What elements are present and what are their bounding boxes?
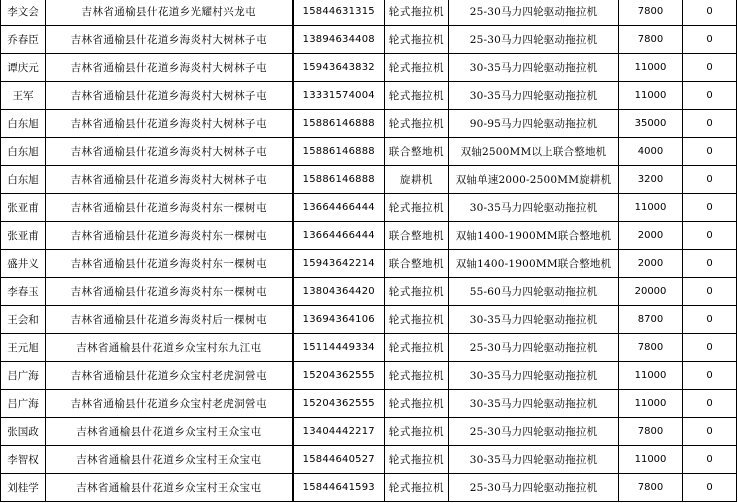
phone-cell[interactable]: 15204362555 — [293, 362, 385, 390]
price-cell[interactable]: 2000 — [619, 222, 683, 250]
phone-cell[interactable]: 13404442217 — [293, 418, 385, 446]
address-cell[interactable]: 吉林省通榆县什花道乡众宝村王众宝屯 — [46, 418, 293, 446]
address-cell[interactable]: 吉林省通榆县什花道乡众宝村王众宝屯 — [46, 446, 293, 474]
table-row — [1, 26, 737, 54]
machine-type-cell[interactable]: 轮式拖拉机 — [385, 0, 449, 26]
machine-spec-cell[interactable]: 90-95马力四轮驱动拖拉机 — [449, 110, 619, 138]
address-cell[interactable]: 吉林省通榆县什花道乡众宝村东九江屯 — [46, 334, 293, 362]
price-cell[interactable]: 20000 — [619, 278, 683, 306]
machine-spec-cell[interactable]: 30-35马力四轮驱动拖拉机 — [449, 362, 619, 390]
price-cell[interactable]: 11000 — [619, 194, 683, 222]
phone-cell[interactable]: 15943642214 — [293, 250, 385, 278]
machine-spec-cell[interactable]: 双轴1400-1900MM联合整地机 — [449, 250, 619, 278]
farmer-name-cell[interactable]: 张国政 — [1, 418, 46, 446]
farmer-name-cell[interactable]: 白东旭 — [1, 166, 46, 194]
address-cell[interactable]: 吉林省通榆县什花道乡海炎村大树林子屯 — [46, 26, 293, 54]
phone-cell[interactable]: 15844631315 — [293, 0, 385, 26]
farmer-name-cell[interactable]: 谭庆元 — [1, 54, 46, 82]
price-cell[interactable]: 7800 — [619, 418, 683, 446]
machine-spec-cell[interactable]: 30-35马力四轮驱动拖拉机 — [449, 390, 619, 418]
subsidy-cell[interactable]: 0 — [683, 222, 737, 250]
table-row — [1, 474, 737, 502]
subsidy-cell[interactable]: 0 — [683, 362, 737, 390]
machine-spec-cell[interactable]: 30-35马力四轮驱动拖拉机 — [449, 194, 619, 222]
price-cell[interactable]: 11000 — [619, 82, 683, 110]
phone-cell[interactable]: 15886146888 — [293, 110, 385, 138]
machine-type-cell[interactable]: 轮式拖拉机 — [385, 110, 449, 138]
farmer-name-cell[interactable]: 张亚甫 — [1, 222, 46, 250]
farmer-name-cell[interactable]: 李智权 — [1, 446, 46, 474]
machine-spec-cell[interactable]: 30-35马力四轮驱动拖拉机 — [449, 82, 619, 110]
subsidy-cell[interactable]: 0 — [683, 474, 737, 502]
subsidy-cell[interactable]: 0 — [683, 390, 737, 418]
machine-spec-cell[interactable]: 25-30马力四轮驱动拖拉机 — [449, 26, 619, 54]
subsidy-cell[interactable]: 0 — [683, 0, 737, 26]
farmer-name-cell[interactable]: 李文会 — [1, 0, 46, 26]
machine-spec-cell[interactable]: 双轴单速2000-2500MM旋耕机 — [449, 166, 619, 194]
machine-type-cell[interactable]: 轮式拖拉机 — [385, 194, 449, 222]
phone-cell[interactable]: 15204362555 — [293, 390, 385, 418]
machine-spec-cell[interactable]: 30-35马力四轮驱动拖拉机 — [449, 54, 619, 82]
machine-type-cell[interactable]: 轮式拖拉机 — [385, 446, 449, 474]
machine-spec-cell[interactable]: 55-60马力四轮驱动拖拉机 — [449, 278, 619, 306]
address-cell[interactable]: 吉林省通榆县什花道乡海炎村大树林子屯 — [46, 110, 293, 138]
price-cell[interactable]: 35000 — [619, 110, 683, 138]
machine-spec-cell[interactable]: 25-30马力四轮驱动拖拉机 — [449, 474, 619, 502]
price-cell[interactable]: 8700 — [619, 306, 683, 334]
farmer-name-cell[interactable]: 白东旭 — [1, 138, 46, 166]
subsidy-cell[interactable]: 0 — [683, 138, 737, 166]
machine-spec-cell[interactable]: 25-30马力四轮驱动拖拉机 — [449, 334, 619, 362]
address-cell[interactable]: 吉林省通榆县什花道乡海炎村大树林子屯 — [46, 82, 293, 110]
machine-type-cell[interactable]: 轮式拖拉机 — [385, 474, 449, 502]
table-row — [1, 446, 737, 474]
farmer-name-cell[interactable]: 王军 — [1, 82, 46, 110]
address-cell[interactable]: 吉林省通榆县什花道乡众宝村老虎洞營屯 — [46, 362, 293, 390]
farmer-name-cell[interactable]: 乔春臣 — [1, 26, 46, 54]
phone-cell[interactable]: 13664466444 — [293, 194, 385, 222]
table-row — [1, 334, 737, 362]
phone-cell[interactable]: 13894634408 — [293, 26, 385, 54]
phone-cell[interactable]: 15886146888 — [293, 166, 385, 194]
subsidy-cell[interactable]: 0 — [683, 250, 737, 278]
machine-spec-cell[interactable]: 双轴2500MM以上联合整地机 — [449, 138, 619, 166]
machine-type-cell[interactable]: 轮式拖拉机 — [385, 362, 449, 390]
price-cell[interactable]: 3200 — [619, 166, 683, 194]
phone-cell[interactable]: 15844640527 — [293, 446, 385, 474]
address-cell[interactable]: 吉林省通榆县什花道乡海炎村后一棵树屯 — [46, 306, 293, 334]
phone-cell[interactable]: 13804364420 — [293, 278, 385, 306]
price-cell[interactable]: 4000 — [619, 138, 683, 166]
subsidy-cell[interactable]: 0 — [683, 306, 737, 334]
farmer-name-cell[interactable]: 张亚甫 — [1, 194, 46, 222]
price-cell[interactable]: 11000 — [619, 362, 683, 390]
machine-type-cell[interactable]: 轮式拖拉机 — [385, 306, 449, 334]
phone-cell[interactable]: 15943643832 — [293, 54, 385, 82]
address-cell[interactable]: 吉林省通榆县什花道乡海炎村东一棵树屯 — [46, 222, 293, 250]
machine-type-cell[interactable]: 联合整地机 — [385, 250, 449, 278]
machine-spec-cell[interactable]: 25-30马力四轮驱动拖拉机 — [449, 0, 619, 26]
table-row — [1, 138, 737, 166]
phone-cell[interactable]: 15844641593 — [293, 474, 385, 502]
table-row — [1, 0, 737, 26]
table-row — [1, 390, 737, 418]
price-cell[interactable]: 7800 — [619, 334, 683, 362]
address-cell[interactable]: 吉林省通榆县什花道乡海炎村大树林子屯 — [46, 54, 293, 82]
address-cell[interactable]: 吉林省通榆县什花道乡众宝村王众宝屯 — [46, 474, 293, 502]
address-cell[interactable]: 吉林省通榆县什花道乡海炎村大树林子屯 — [46, 138, 293, 166]
table-body — [1, 0, 737, 502]
subsidy-cell[interactable]: 0 — [683, 334, 737, 362]
table-row — [1, 194, 737, 222]
machine-type-cell[interactable]: 轮式拖拉机 — [385, 278, 449, 306]
table-row — [1, 110, 737, 138]
farmer-name-cell[interactable]: 吕广海 — [1, 390, 46, 418]
farmer-name-cell[interactable]: 白东旭 — [1, 110, 46, 138]
machine-spec-cell[interactable]: 双轴1400-1900MM联合整地机 — [449, 222, 619, 250]
table-row — [1, 278, 737, 306]
farmer-name-cell[interactable]: 王会和 — [1, 306, 46, 334]
table-row — [1, 362, 737, 390]
price-cell[interactable]: 11000 — [619, 446, 683, 474]
farmer-name-cell[interactable]: 李春玉 — [1, 278, 46, 306]
address-cell[interactable]: 吉林省通榆县什花道乡海炎村东一棵树屯 — [46, 250, 293, 278]
subsidy-cell[interactable]: 0 — [683, 82, 737, 110]
price-cell[interactable]: 11000 — [619, 390, 683, 418]
machine-spec-cell[interactable]: 30-35马力四轮驱动拖拉机 — [449, 446, 619, 474]
phone-cell[interactable]: 13694364106 — [293, 306, 385, 334]
address-cell[interactable]: 吉林省通榆县什花道乡光耀村兴龙屯 — [46, 0, 293, 26]
machine-type-cell[interactable]: 轮式拖拉机 — [385, 26, 449, 54]
table-row — [1, 306, 737, 334]
phone-cell[interactable]: 15886146888 — [293, 138, 385, 166]
phone-cell[interactable]: 13664466444 — [293, 222, 385, 250]
table-row — [1, 54, 737, 82]
price-cell[interactable]: 2000 — [619, 250, 683, 278]
machine-type-cell[interactable]: 联合整地机 — [385, 138, 449, 166]
subsidy-cell[interactable]: 0 — [683, 194, 737, 222]
table-row — [1, 222, 737, 250]
phone-cell[interactable]: 15114449334 — [293, 334, 385, 362]
phone-cell[interactable]: 13331574004 — [293, 82, 385, 110]
farmer-name-cell[interactable]: 盛井义 — [1, 250, 46, 278]
table-row — [1, 250, 737, 278]
price-cell[interactable]: 7800 — [619, 0, 683, 26]
address-cell[interactable]: 吉林省通榆县什花道乡海炎村大树林子屯 — [46, 166, 293, 194]
machine-type-cell[interactable]: 轮式拖拉机 — [385, 54, 449, 82]
machine-type-cell[interactable]: 轮式拖拉机 — [385, 334, 449, 362]
subsidy-cell[interactable]: 0 — [683, 446, 737, 474]
address-cell[interactable]: 吉林省通榆县什花道乡海炎村东一棵树屯 — [46, 194, 293, 222]
machine-type-cell[interactable]: 旋耕机 — [385, 166, 449, 194]
subsidy-cell[interactable]: 0 — [683, 278, 737, 306]
table-row — [1, 418, 737, 446]
subsidy-cell[interactable]: 0 — [683, 110, 737, 138]
farmer-name-cell[interactable]: 刘桂学 — [1, 474, 46, 502]
subsidy-cell[interactable]: 0 — [683, 26, 737, 54]
price-cell[interactable]: 11000 — [619, 54, 683, 82]
table-row — [1, 82, 737, 110]
address-cell[interactable]: 吉林省通榆县什花道乡海炎村东一棵树屯 — [46, 278, 293, 306]
machine-spec-cell[interactable]: 25-30马力四轮驱动拖拉机 — [449, 418, 619, 446]
price-cell[interactable]: 7800 — [619, 26, 683, 54]
machine-type-cell[interactable]: 轮式拖拉机 — [385, 418, 449, 446]
subsidy-cell[interactable]: 0 — [683, 54, 737, 82]
machine-type-cell[interactable]: 联合整地机 — [385, 222, 449, 250]
subsidy-cell[interactable]: 0 — [683, 166, 737, 194]
machine-spec-cell[interactable]: 30-35马力四轮驱动拖拉机 — [449, 306, 619, 334]
address-cell[interactable]: 吉林省通榆县什花道乡众宝村老虎洞營屯 — [46, 390, 293, 418]
farmer-name-cell[interactable]: 吕广海 — [1, 362, 46, 390]
price-cell[interactable]: 7800 — [619, 474, 683, 502]
farmer-name-cell[interactable]: 王元旭 — [1, 334, 46, 362]
table-row — [1, 166, 737, 194]
subsidy-cell[interactable]: 0 — [683, 418, 737, 446]
machine-type-cell[interactable]: 轮式拖拉机 — [385, 82, 449, 110]
machine-type-cell[interactable]: 轮式拖拉机 — [385, 390, 449, 418]
